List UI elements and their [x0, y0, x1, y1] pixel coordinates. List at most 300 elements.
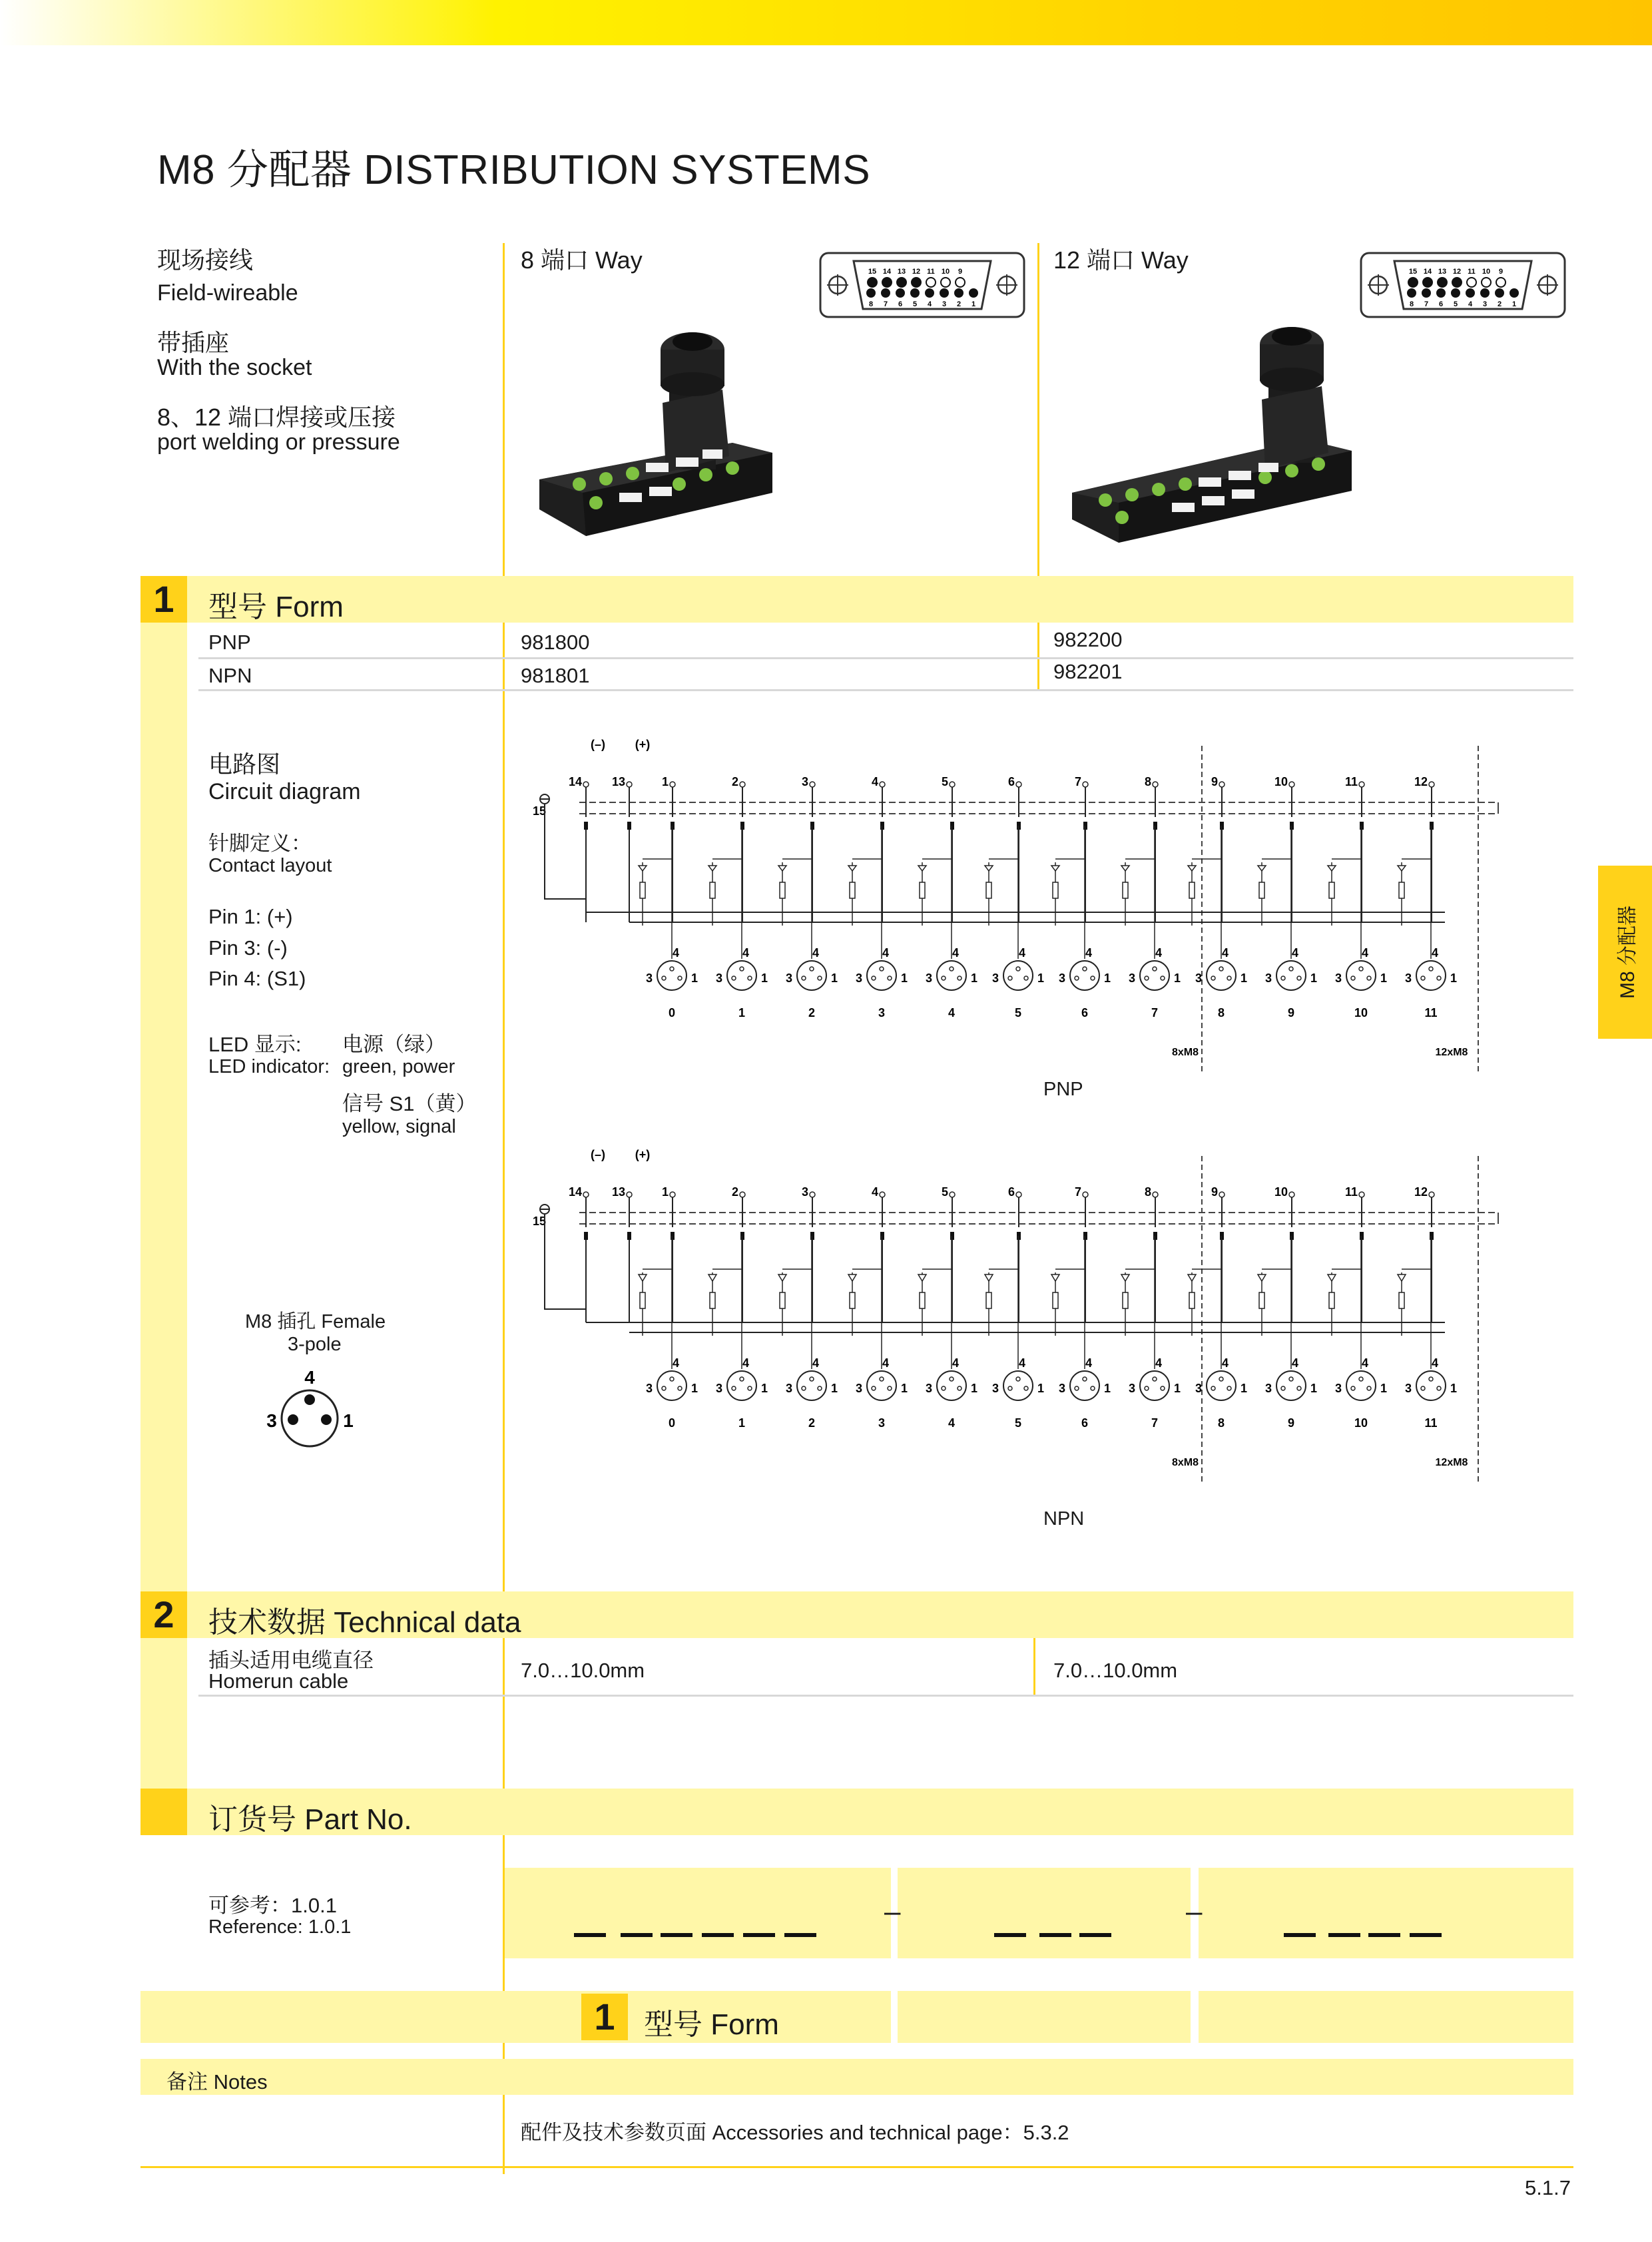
pnp-led-icon — [985, 866, 993, 871]
npn-bus-pin-label: 3 — [801, 1185, 808, 1199]
pnp-led-icon — [1051, 866, 1059, 871]
db12-top-pin-label: 13 — [1438, 268, 1447, 276]
pnp-channel-label: 5 — [1014, 1006, 1022, 1019]
product-image-8way — [533, 310, 786, 563]
pnp-resistor — [1189, 882, 1195, 898]
side-tab — [1598, 866, 1652, 1039]
pnp-bus-pin — [1359, 782, 1364, 787]
db12-bottom-pin-label: 1 — [1512, 300, 1517, 308]
pnp-channel-label: 4 — [948, 1006, 956, 1019]
partno-field-1[interactable] — [505, 1868, 891, 1958]
pnp-socket-pin-3-label: 3 — [855, 972, 863, 985]
npn-socket-pin — [1281, 1386, 1285, 1390]
pnp-socket-pin-4-label: 4 — [1221, 946, 1229, 960]
npn-bus-fuse — [1017, 1232, 1021, 1240]
npn-bus-fuse — [1083, 1232, 1087, 1240]
npn-socket-pin — [810, 1377, 814, 1381]
npn-socket-pin — [1008, 1386, 1012, 1390]
partno-dash-5 — [743, 1933, 775, 1937]
led-signal-en: yellow, signal — [342, 1116, 456, 1137]
db12-top-pin-label: 10 — [1482, 268, 1491, 276]
npn-led-icon — [985, 1274, 993, 1281]
npn-bus-pin-label: 14 — [568, 1185, 582, 1199]
db8-bottom-pin-label: 6 — [898, 300, 903, 308]
npn-bus-fuse — [740, 1232, 744, 1240]
npn-socket-pin-4-label: 4 — [742, 1356, 750, 1370]
pnp-led-icon — [708, 866, 716, 871]
partno-dash-12 — [1368, 1933, 1400, 1937]
pnp-socket-pin — [670, 967, 674, 971]
db8-bottom-pin-label: 3 — [942, 300, 947, 308]
pnp-bus-fuse — [671, 822, 675, 830]
pnp-socket-pin-1-label: 1 — [900, 972, 908, 985]
pnp-bus-fuse — [950, 822, 954, 830]
pnp-bus-pin — [1429, 782, 1434, 787]
pnp-led-icon — [639, 866, 647, 871]
pnp-socket-pin — [1289, 967, 1293, 971]
form-row-value-npn-8way: 981801 — [521, 664, 590, 687]
pnp-led-icon — [918, 866, 926, 871]
pnp-socket-pin-3-label: 3 — [991, 972, 999, 985]
led-indicator-cn: LED 显示: — [208, 1033, 302, 1056]
npn-socket-pin-1-label: 1 — [1450, 1382, 1458, 1395]
tech-row-label-cn: 插头适用电缆直径 — [208, 1649, 374, 1672]
pnp-socket-pin — [958, 976, 962, 980]
section2-number: 2 — [140, 1591, 187, 1638]
notes-text: 配件及技术参数页面 Accessories and technical page：5.3.2 — [521, 2121, 1069, 2144]
db12-top-pin — [1408, 278, 1418, 287]
npn-led-icon — [1328, 1274, 1336, 1281]
tech-row-divider — [198, 1695, 1573, 1697]
db12-top-pin-label: 15 — [1408, 268, 1418, 276]
pnp-bus-pin — [1219, 782, 1225, 787]
npn-socket-icon — [727, 1371, 756, 1400]
pnp-socket-pin-4-label: 4 — [1291, 946, 1299, 960]
npn-socket-pin — [1429, 1377, 1433, 1381]
pnp-resistor — [1329, 882, 1334, 898]
npn-socket-pin-1-label: 1 — [1240, 1382, 1248, 1395]
pnp-socket-icon — [797, 961, 826, 990]
intro-en-3: port welding or pressure — [157, 429, 400, 455]
db8-bottom-pin — [940, 288, 949, 298]
partno-dash-4 — [702, 1933, 734, 1937]
pnp-socket-pin — [802, 976, 806, 980]
partno-dash-13 — [1410, 1933, 1442, 1937]
pnp-bus-fuse — [1360, 822, 1364, 830]
pnp-bus-fuse — [1083, 822, 1087, 830]
npn-socket-icon — [1070, 1371, 1099, 1400]
db12-top-pin-label: 12 — [1452, 268, 1462, 276]
pnp-socket-pin — [748, 976, 752, 980]
intro-cn-1: 现场接线 — [157, 246, 254, 274]
npn-bus-pin-label: 10 — [1274, 1185, 1288, 1199]
db12-top-pin-label: 9 — [1498, 268, 1504, 276]
pnp-bus-pin-label: 2 — [731, 775, 738, 788]
partno-reference-en: Reference: 1.0.1 — [208, 1916, 352, 1938]
npn-led-icon — [1398, 1274, 1406, 1281]
npn-channel-label: 6 — [1081, 1416, 1089, 1430]
npn-bus-pin-label: 4 — [871, 1185, 878, 1199]
pnp-socket-pin — [1075, 976, 1079, 980]
pnp-socket-pin-1-label: 1 — [970, 972, 978, 985]
pnp-bus-pin-label: 4 — [871, 775, 878, 788]
db8-top-pin-label: 10 — [941, 268, 950, 276]
pnp-resistor — [1053, 882, 1058, 898]
db12-bottom-pin-label: 6 — [1438, 300, 1444, 308]
pnp-socket-pin — [732, 976, 736, 980]
npn-socket-pin-3-label: 3 — [1264, 1382, 1272, 1395]
db8-bottom-pin-label: 2 — [956, 300, 962, 308]
pnp-resistor — [1123, 882, 1128, 898]
circuit-title-en: Circuit diagram — [208, 779, 361, 804]
npn-bus-pin-label: 11 — [1344, 1185, 1358, 1199]
npn-socket-icon — [867, 1371, 896, 1400]
db12-top-pin-label: 14 — [1423, 268, 1432, 276]
pnp-bus-pin-label: 13 — [611, 775, 625, 788]
pnp-socket-pin-4-label: 4 — [1361, 946, 1369, 960]
npn-socket-pin-3-label: 3 — [855, 1382, 863, 1395]
npn-ground-wire — [545, 1215, 586, 1309]
db8-top-pin — [897, 278, 906, 287]
db8-top-pin — [868, 278, 877, 287]
db12-bottom-pin — [1451, 288, 1460, 298]
pnp-socket-pin — [1421, 976, 1425, 980]
npn-channel-label: 8 — [1217, 1416, 1225, 1430]
db12-bottom-pin-label: 7 — [1424, 300, 1429, 308]
db8-top-pin-label: 12 — [912, 268, 921, 276]
npn-resistor — [1399, 1292, 1404, 1308]
npn-resistor — [1329, 1292, 1334, 1308]
pnp-socket-pin — [1359, 967, 1363, 971]
pnp-resistor — [780, 882, 785, 898]
pnp-channel-label: 7 — [1151, 1006, 1159, 1019]
circuit-diagram-npn-label: NPN — [1043, 1508, 1085, 1530]
pnp-channel-label: 10 — [1354, 1006, 1368, 1019]
form-row-value-pnp-12way: 982200 — [1053, 628, 1123, 651]
pnp-ground-pin-label: 15 — [532, 804, 547, 818]
db12-top-pin — [1452, 278, 1462, 287]
pnp-socket-pin — [1211, 976, 1215, 980]
pnp-resistor — [1259, 882, 1264, 898]
pnp-channel-label: 11 — [1424, 1006, 1438, 1019]
pnp-socket-pin — [1281, 976, 1285, 980]
pnp-socket-pin — [1008, 976, 1012, 980]
female-pin-4: 4 — [304, 1367, 315, 1388]
db12-bottom-pin — [1495, 288, 1504, 298]
npn-bus-fuse — [880, 1232, 884, 1240]
pnp-group-12-label: 12xM8 — [1435, 1047, 1468, 1058]
form-row-divider-2 — [198, 689, 1573, 691]
pnp-socket-icon — [937, 961, 966, 990]
pnp-socket-pin-3-label: 3 — [785, 972, 793, 985]
db12-top-pin-label: 11 — [1468, 268, 1476, 276]
npn-socket-icon — [1346, 1371, 1376, 1400]
npn-channel-label: 4 — [948, 1416, 956, 1430]
db8-bottom-pin — [910, 288, 920, 298]
npn-socket-icon — [797, 1371, 826, 1400]
npn-socket-pin-3-label: 3 — [991, 1382, 999, 1395]
pnp-socket-pin-4-label: 4 — [1085, 946, 1093, 960]
db8-bottom-pin — [896, 288, 905, 298]
npn-socket-pin-3-label: 3 — [1128, 1382, 1136, 1395]
pnp-resistor — [920, 882, 925, 898]
pnp-bus-pin — [950, 782, 955, 787]
pnp-bus-pin — [880, 782, 885, 787]
npn-socket-pin — [678, 1386, 682, 1390]
pnp-socket-icon — [1346, 961, 1376, 990]
npn-bus-pin — [810, 1192, 815, 1197]
pnp-bus-pin-label: 3 — [801, 775, 808, 788]
npn-bus-pin — [1289, 1192, 1294, 1197]
npn-channel-label: 11 — [1424, 1416, 1438, 1430]
pin-4-label: Pin 4: (S1) — [208, 967, 306, 990]
npn-led-icon — [918, 1274, 926, 1281]
npn-socket-pin-4-label: 4 — [1085, 1356, 1093, 1370]
pnp-socket-pin-3-label: 3 — [1128, 972, 1136, 985]
pnp-socket-pin-4-label: 4 — [1431, 946, 1439, 960]
partno-dash-1 — [574, 1933, 606, 1937]
circuit-diagram-pnp-label: PNP — [1043, 1079, 1083, 1100]
pnp-socket-pin-3-label: 3 — [715, 972, 723, 985]
partno-form-cell-2 — [898, 1991, 1191, 2043]
npn-socket-pin — [1153, 1377, 1157, 1381]
db8-bottom-pin-label: 5 — [912, 300, 918, 308]
npn-socket-pin — [662, 1386, 666, 1390]
npn-socket-pin — [958, 1386, 962, 1390]
pnp-bus-fuse — [810, 822, 814, 830]
pnp-socket-pin — [662, 976, 666, 980]
pnp-bus-pin-label: 14 — [568, 775, 582, 788]
pnp-socket-pin — [1016, 967, 1020, 971]
partno-form-row-band — [140, 1991, 505, 2043]
npn-socket-pin-3-label: 3 — [1195, 1382, 1203, 1395]
pnp-channel-label: 8 — [1217, 1006, 1225, 1019]
npn-socket-pin-3-label: 3 — [1058, 1382, 1066, 1395]
npn-resistor — [920, 1292, 925, 1308]
db12-bottom-pin — [1436, 288, 1446, 298]
pnp-led-icon — [1328, 866, 1336, 871]
npn-socket-icon — [1416, 1371, 1446, 1400]
pnp-socket-icon — [1070, 961, 1099, 990]
partno-dash-11 — [1328, 1933, 1360, 1937]
npn-plus-label: (+) — [635, 1148, 651, 1161]
pnp-bus-pin-label: 8 — [1144, 775, 1151, 788]
pnp-bus-pin-label: 1 — [661, 775, 669, 788]
npn-bus-pin-label: 9 — [1211, 1185, 1218, 1199]
npn-bus-pin — [740, 1192, 745, 1197]
pnp-resistor — [710, 882, 715, 898]
partno-dash-3 — [661, 1933, 692, 1937]
pnp-socket-pin-4-label: 4 — [672, 946, 680, 960]
pnp-socket-pin-3-label: 3 — [1058, 972, 1066, 985]
npn-bus-fuse — [584, 1232, 588, 1240]
pnp-socket-pin — [950, 967, 954, 971]
column-divider-mid-top — [1037, 243, 1039, 691]
product-image-12way — [1065, 303, 1358, 563]
pnp-socket-pin — [1091, 976, 1095, 980]
circuit-title-cn: 电路图 — [208, 750, 281, 778]
partno-form-label: 型号 Form — [644, 2008, 779, 2041]
partno-dash-2 — [621, 1933, 653, 1937]
pnp-plus-label: (+) — [635, 738, 651, 751]
npn-bus-pin — [627, 1192, 632, 1197]
partno-dash-9 — [1079, 1933, 1111, 1937]
partno-field-3[interactable] — [1199, 1868, 1573, 1958]
db8-bottom-pin — [925, 288, 934, 298]
npn-socket-pin — [802, 1386, 806, 1390]
pnp-bus-pin — [1083, 782, 1088, 787]
partno-dash-6 — [784, 1933, 816, 1937]
npn-socket-icon — [937, 1371, 966, 1400]
npn-socket-pin — [1359, 1377, 1363, 1381]
npn-resistor — [850, 1292, 855, 1308]
npn-socket-pin-4-label: 4 — [952, 1356, 960, 1370]
section2-title: 技术数据 Technical data — [208, 1606, 521, 1639]
npn-socket-pin-4-label: 4 — [1431, 1356, 1439, 1370]
npn-socket-pin-3-label: 3 — [785, 1382, 793, 1395]
npn-socket-pin — [1161, 1386, 1165, 1390]
npn-bus-pin — [1429, 1192, 1434, 1197]
column-header-12way: 12 端口 Way — [1053, 246, 1189, 274]
npn-socket-pin-4-label: 4 — [672, 1356, 680, 1370]
npn-socket-pin-4-label: 4 — [1155, 1356, 1163, 1370]
npn-socket-icon — [657, 1371, 687, 1400]
npn-led-icon — [1051, 1274, 1059, 1281]
db12-top-pin — [1482, 278, 1491, 287]
pnp-channel-label: 0 — [668, 1006, 676, 1019]
pnp-socket-pin-1-label: 1 — [690, 972, 698, 985]
pnp-bus-fuse — [1430, 822, 1434, 830]
pnp-socket-pin — [942, 976, 946, 980]
npn-socket-pin — [1227, 1386, 1231, 1390]
npn-socket-pin-1-label: 1 — [1103, 1382, 1111, 1395]
npn-socket-pin — [1024, 1386, 1028, 1390]
pnp-resistor — [986, 882, 991, 898]
tech-row-value-12way: 7.0…10.0mm — [1053, 1659, 1178, 1682]
pnp-bus-pin-label: 5 — [941, 775, 948, 788]
npn-group-8-label: 8xM8 — [1171, 1457, 1199, 1468]
form-row-value-npn-12way: 982201 — [1053, 660, 1123, 683]
npn-bus-pin-label: 13 — [611, 1185, 625, 1199]
npn-bus-fuse — [671, 1232, 675, 1240]
npn-socket-icon — [1140, 1371, 1169, 1400]
column-header-8way: 8 端口 Way — [521, 246, 643, 274]
db8-top-pin — [956, 278, 965, 287]
npn-led-icon — [848, 1274, 856, 1281]
npn-bus-pin — [583, 1192, 589, 1197]
pnp-bus-pin — [1289, 782, 1294, 787]
pnp-led-icon — [1258, 866, 1266, 871]
pnp-socket-icon — [727, 961, 756, 990]
pnp-resistor — [1399, 882, 1404, 898]
partno-field-2[interactable] — [898, 1868, 1191, 1958]
pnp-channel-label: 3 — [878, 1006, 886, 1019]
npn-bus-pin — [1219, 1192, 1225, 1197]
pnp-socket-pin — [888, 976, 892, 980]
pnp-bus-pin-label: 10 — [1274, 775, 1288, 788]
npn-bus-pin-label: 7 — [1074, 1185, 1081, 1199]
npn-socket-pin — [1145, 1386, 1149, 1390]
npn-socket-pin — [748, 1386, 752, 1390]
npn-resistor — [1123, 1292, 1128, 1308]
female-connector-label: M8 插孔 Female — [245, 1311, 386, 1332]
partno-marker — [140, 1789, 187, 1835]
db12-bottom-pin — [1407, 288, 1416, 298]
db8-top-pin-label: 9 — [958, 268, 963, 276]
partno-title: 订货号 Part No. — [208, 1803, 412, 1836]
pnp-bus-pin — [583, 782, 589, 787]
npn-bus-pin-label: 8 — [1144, 1185, 1151, 1199]
pnp-socket-pin-3-label: 3 — [645, 972, 653, 985]
pin-1-label: Pin 1: (+) — [208, 905, 293, 928]
db8-bottom-pin — [866, 288, 876, 298]
section1-number: 1 — [140, 576, 187, 623]
npn-bus-fuse — [1290, 1232, 1294, 1240]
npn-socket-pin — [1297, 1386, 1301, 1390]
npn-resistor — [780, 1292, 785, 1308]
db12-bottom-pin — [1422, 288, 1431, 298]
notes-band — [140, 2059, 1573, 2095]
partno-form-cell-3 — [1199, 1991, 1573, 2043]
pnp-socket-pin-1-label: 1 — [1037, 972, 1045, 985]
db12-bottom-pin — [1510, 288, 1519, 298]
db8-top-pin-label: 14 — [882, 268, 892, 276]
footer-line — [140, 2166, 1573, 2168]
npn-socket-pin — [880, 1377, 884, 1381]
npn-socket-pin-1-label: 1 — [900, 1382, 908, 1395]
pnp-bus-pin — [810, 782, 815, 787]
pnp-socket-pin — [1297, 976, 1301, 980]
npn-bus-fuse — [1360, 1232, 1364, 1240]
pnp-socket-pin-4-label: 4 — [952, 946, 960, 960]
led-signal-cn: 信号 S1（黄） — [342, 1092, 477, 1115]
pnp-bus-pin — [627, 782, 632, 787]
db8-bottom-pin-label: 1 — [971, 300, 976, 308]
pnp-channel-label: 1 — [738, 1006, 746, 1019]
pnp-bus-pin-label: 12 — [1414, 775, 1428, 788]
pnp-socket-icon — [1140, 961, 1169, 990]
intro-cn-2: 带插座 — [157, 329, 230, 356]
npn-bus-pin — [1359, 1192, 1364, 1197]
page-title: M8 分配器 DISTRIBUTION SYSTEMS — [157, 147, 871, 193]
npn-resistor — [710, 1292, 715, 1308]
npn-channel-label: 5 — [1014, 1416, 1022, 1430]
led-indicator-en: LED indicator: — [208, 1056, 330, 1077]
pnp-socket-pin-1-label: 1 — [760, 972, 768, 985]
npn-resistor — [1189, 1292, 1195, 1308]
contact-layout-cn: 针脚定义： — [208, 832, 312, 855]
npn-led-icon — [1258, 1274, 1266, 1281]
db-connector-12way-icon — [1360, 252, 1566, 318]
pnp-bus-fuse — [1220, 822, 1224, 830]
pnp-socket-icon — [1416, 961, 1446, 990]
npn-bus-pin — [950, 1192, 955, 1197]
partno-reference-cn: 可参考：1.0.1 — [208, 1894, 337, 1917]
led-power-en: green, power — [342, 1056, 455, 1077]
pnp-socket-icon — [657, 961, 687, 990]
npn-socket-pin-4-label: 4 — [1291, 1356, 1299, 1370]
pnp-led-icon — [848, 866, 856, 871]
pnp-bus-pin — [1153, 782, 1158, 787]
pnp-socket-pin-1-label: 1 — [1173, 972, 1181, 985]
db8-top-pin — [882, 278, 892, 287]
npn-socket-pin-1-label: 1 — [1037, 1382, 1045, 1395]
npn-socket-pin — [942, 1386, 946, 1390]
npn-socket-icon — [1276, 1371, 1306, 1400]
db8-top-pin — [926, 278, 936, 287]
db8-bottom-pin-label: 4 — [927, 300, 932, 308]
db12-top-pin — [1467, 278, 1476, 287]
